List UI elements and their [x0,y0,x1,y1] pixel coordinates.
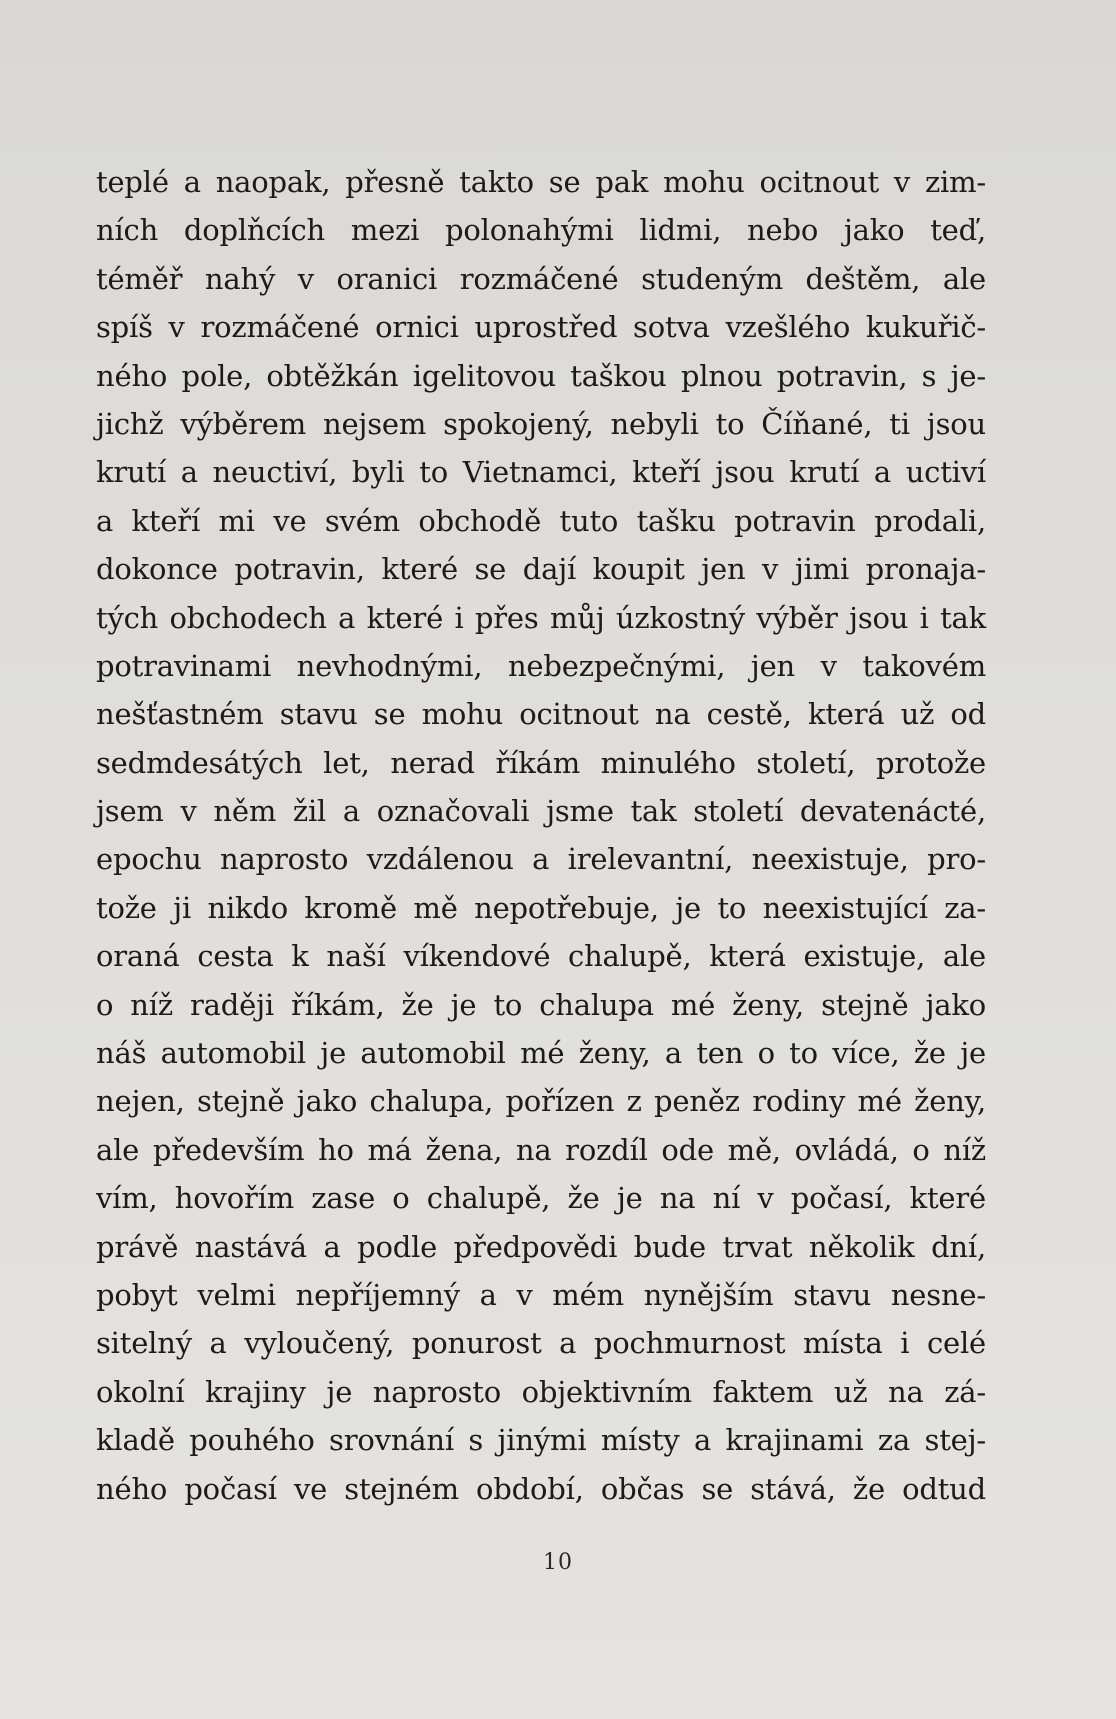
text-line: krutí a neuctiví, byli to Vietnamci, kteří jsou krutí a uctiví [96,455,986,490]
text-line: nešťastném stavu se mohu ocitnout na cestě, která už od [96,697,986,732]
text-line: sedmdesátých let, nerad říkám minulého století, protože [96,745,986,780]
text-line: jsem v něm žil a označovali jsme tak století devatenácté, [96,794,986,829]
text-line: spíš v rozmáčené ornici uprostřed sotva vzešlého kukuřič- [96,310,986,345]
text-line: ních doplňcích mezi polonahými lidmi, nebo jako teď, [96,213,986,248]
text-line: a kteří mi ve svém obchodě tuto tašku potravin prodali, [96,503,986,538]
text-line: oraná cesta k naší víkendové chalupě, která existuje, ale [96,939,986,974]
text-line: dokonce potravin, které se dají koupit jen v jimi pronaja- [96,552,986,587]
text-line: nejen, stejně jako chalupa, pořízen z peněz rodiny mé ženy, [96,1084,986,1119]
text-line: sitelný a vyloučený, ponurost a pochmurnost místa i celé [96,1326,986,1361]
text-line: tých obchodech a které i přes můj úzkostný výběr jsou i tak [96,600,986,635]
page-number: 10 [543,1550,573,1575]
text-line: tože ji nikdo kromě mě nepotřebuje, je to neexistující za- [96,890,986,925]
text-line: náš automobil je automobil mé ženy, a ten o to více, že je [96,1036,986,1071]
text-line: teplé a naopak, přesně takto se pak mohu ocitnout v zim- [96,165,986,199]
text-line: o níž raději říkám, že je to chalupa mé ženy, stejně jako [96,987,986,1022]
text-line: kladě pouhého srovnání s jinými místy a krajinami za stej- [96,1423,986,1458]
text-line: právě nastává a podle předpovědi bude trvat několik dní, [96,1229,986,1264]
text-line: ného pole, obtěžkán igelitovou taškou plnou potravin, s je- [96,358,986,393]
text-line: potravinami nevhodnými, nebezpečnými, jen v takovém [96,648,986,683]
body-text [96,158,986,1513]
text-line: ného počasí ve stejném období, občas se stává, že odtud [96,1471,986,1506]
text-line: jichž výběrem nejsem spokojený, nebyli to Číňané, ti jsou [96,406,986,441]
text-line: pobyt velmi nepříjemný a v mém nynějším stavu nesne- [96,1277,986,1312]
text-line: epochu naprosto vzdálenou a irelevantní, neexistuje, pro- [96,842,986,877]
text-line: téměř nahý v oranici rozmáčené studeným deštěm, ale [96,261,986,296]
text-line: vím, hovořím zase o chalupě, že je na ní v počasí, které [96,1181,986,1216]
text-line: ale především ho má žena, na rozdíl ode mě, ovládá, o níž [96,1132,986,1167]
text-line: okolní krajiny je naprosto objektivním faktem už na zá- [96,1374,986,1409]
